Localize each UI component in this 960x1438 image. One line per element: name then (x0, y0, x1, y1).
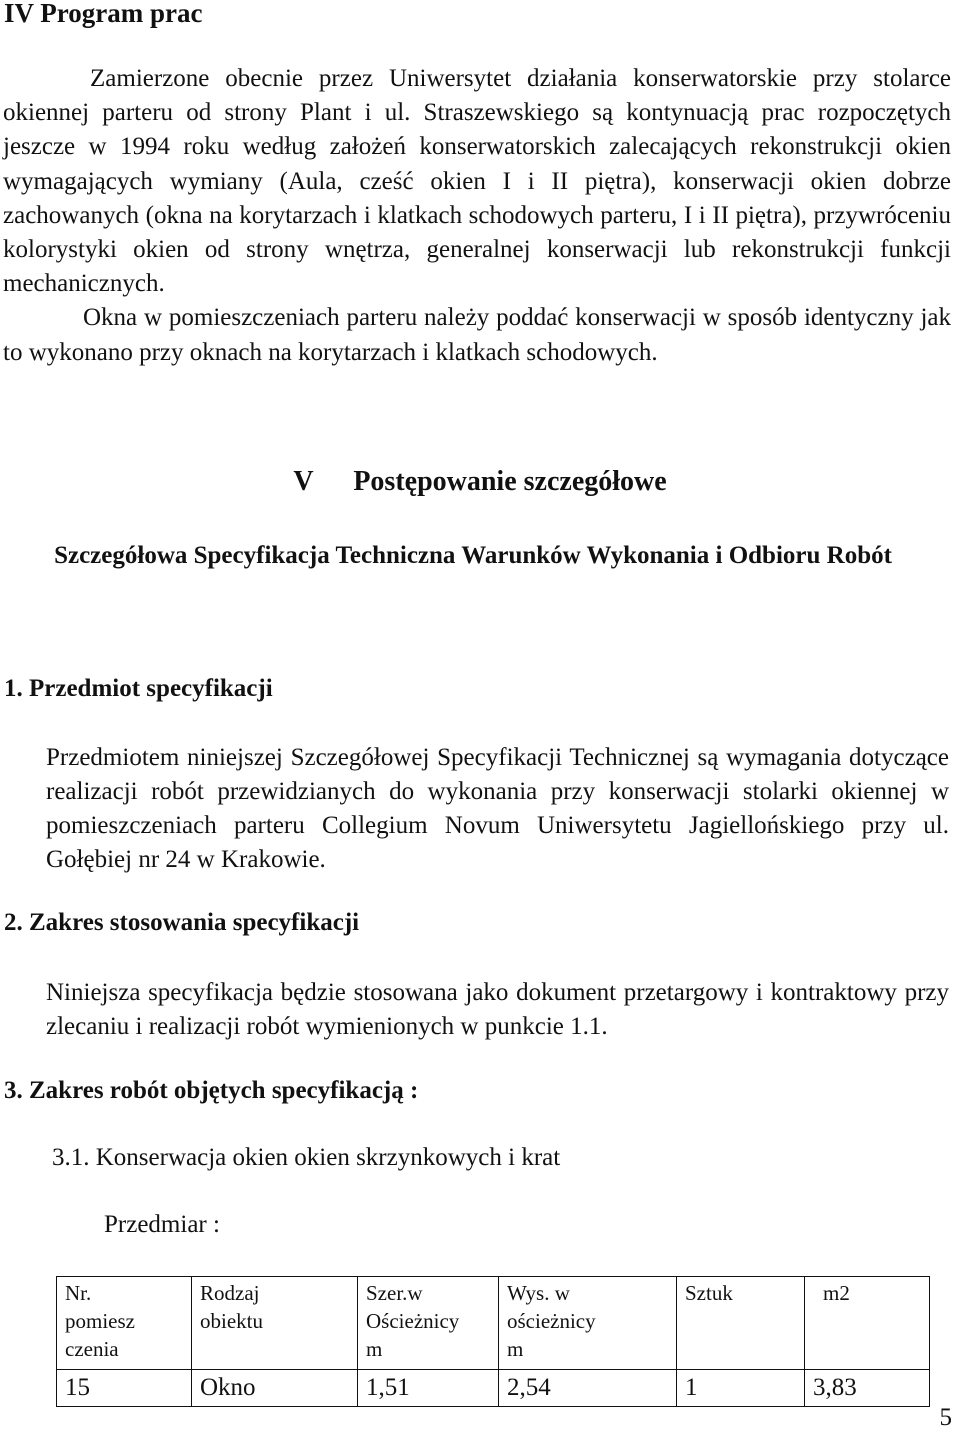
table-cell: 2,54 (499, 1370, 677, 1407)
section-heading-postepowanie (0, 466, 960, 498)
table-header-cell: Sztuk (677, 1277, 805, 1370)
section-title-text: Postępowanie szczegółowe (353, 466, 667, 497)
heading-zakres-stosowania: 2. Zakres stosowania specyfikacji (4, 909, 360, 936)
section-heading-program-prac: IV Program prac (4, 0, 203, 28)
paragraph-1-first-line: Zamierzone obecnie przez Uniwersytet działania konserwatorskie przy (90, 65, 858, 92)
table-header-cell: Rodzaj obiektu (192, 1277, 358, 1370)
heading-przedmiot-specyfikacji: 1. Przedmiot specyfikacji (4, 675, 273, 702)
przedmiot-specyfikacji-body: Przedmiotem niniejszej Szczegółowej Specyfikacji Technicznej są wymagania dotyczące realizacji robót przewidzianych do wykonania przy konserwacji stolarki okiennej w pomieszczeniach parteru Collegium Novum Uniwersytetu Jagiellońskiego przy ul. Gołębiej nr 24 w Krakowie. (46, 744, 949, 873)
subsection-konserwacja-okien: 3.1. Konserwacja okien okien skrzynkowych i krat (52, 1144, 561, 1171)
table-header-cell: Wys. w ościeżnicy m (499, 1277, 677, 1370)
table-header-cell: Nr. pomiesz czenia (57, 1277, 192, 1370)
table-header-row (57, 1277, 930, 1370)
przedmiar-table (56, 1276, 930, 1407)
sst-title: Szczegółowa Specyfikacja Techniczna Warunków Wykonania i Odbioru Robót (54, 542, 892, 569)
table-cell: 3,83 (805, 1370, 930, 1407)
heading-zakres-robot: 3. Zakres robót objętych specyfikacją : (4, 1077, 419, 1104)
przedmiar-label: Przedmiar : (104, 1211, 220, 1238)
table-cell: 15 (57, 1370, 192, 1407)
program-prac-text (3, 62, 951, 370)
page-number: 5 (939, 1404, 952, 1431)
table-cell: 1 (677, 1370, 805, 1407)
table-row (57, 1370, 930, 1407)
table-header-cell: Szer.w Ościeżnicy m (358, 1277, 499, 1370)
table-cell: Okno (192, 1370, 358, 1407)
program-prac-paragraph-2 (3, 301, 951, 369)
table-header-cell: m2 (805, 1277, 930, 1370)
paragraph-2-text: Okna w pomieszczeniach parteru należy poddać konserwacji w sposób identyczny jak to wykonano przy oknach na korytarzach i klatkach schodowych. (3, 304, 951, 366)
table-cell: 1,51 (358, 1370, 499, 1407)
section-roman-numeral: V (293, 466, 314, 497)
zakres-stosowania-body: Niniejsza specyfikacja będzie stosowana jako dokument przetargowy i kontraktowy przy zlecaniu i realizacji robót wymienionych w punkcie 1.1. (46, 979, 949, 1040)
program-prac-paragraph-1 (3, 62, 951, 301)
paragraph-1-rest: stolarce okiennej parteru od strony Plant i ul. Straszewskiego są kontynuacją prac rozpoczętych jeszcze w 1994 roku według założeń konserwatorskich zalecających rekonstrukcji okien wymagających wymiany (Aula, cześć okien I i II piętra), konserwacji okien dobrze zachowanych (okna na korytarzach i klatkach schodowych parteru, I i II piętra), przywróceniu kolorystyki okien od strony wnętrza, generalnej konserwacji lub rekonstrukcji funkcji mechanicznych. (3, 65, 952, 298)
